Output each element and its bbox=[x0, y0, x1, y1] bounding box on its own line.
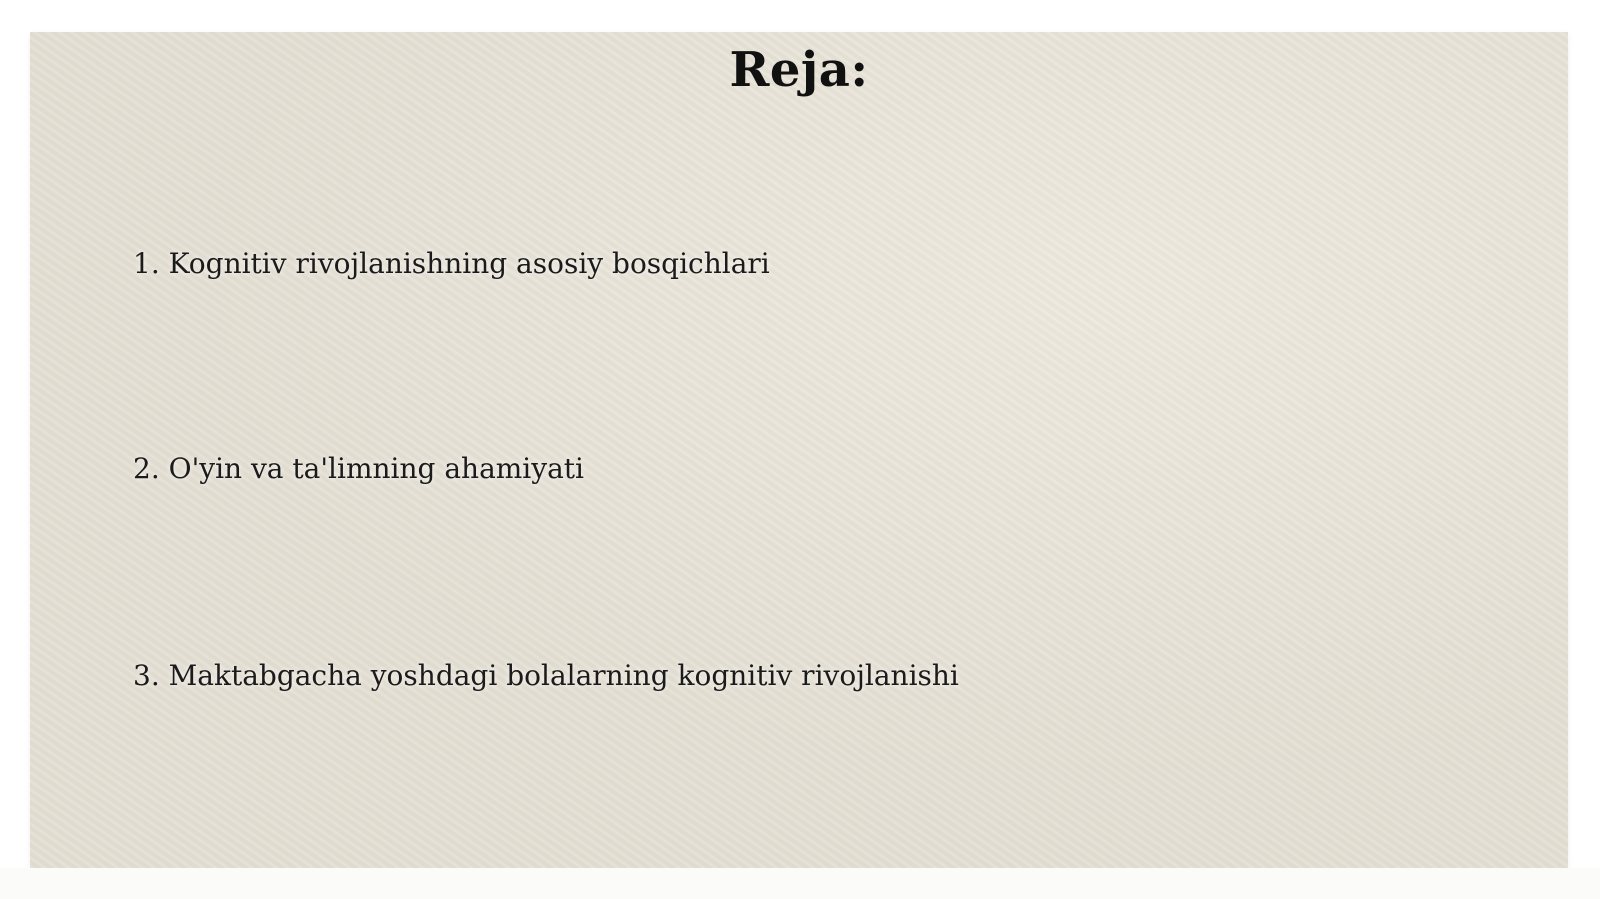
bottom-margin bbox=[0, 868, 1600, 899]
plan-item-3: 3. Maktabgacha yoshdagi bolalarning kognitiv rivojlanishi bbox=[133, 659, 959, 692]
slide-title: Reja: bbox=[729, 42, 869, 98]
slide bbox=[30, 32, 1568, 868]
plan-item-2: 2. O'yin va ta'limning ahamiyati bbox=[133, 452, 584, 485]
plan-item-1: 1. Kognitiv rivojlanishning asosiy bosqichlari bbox=[133, 247, 770, 280]
